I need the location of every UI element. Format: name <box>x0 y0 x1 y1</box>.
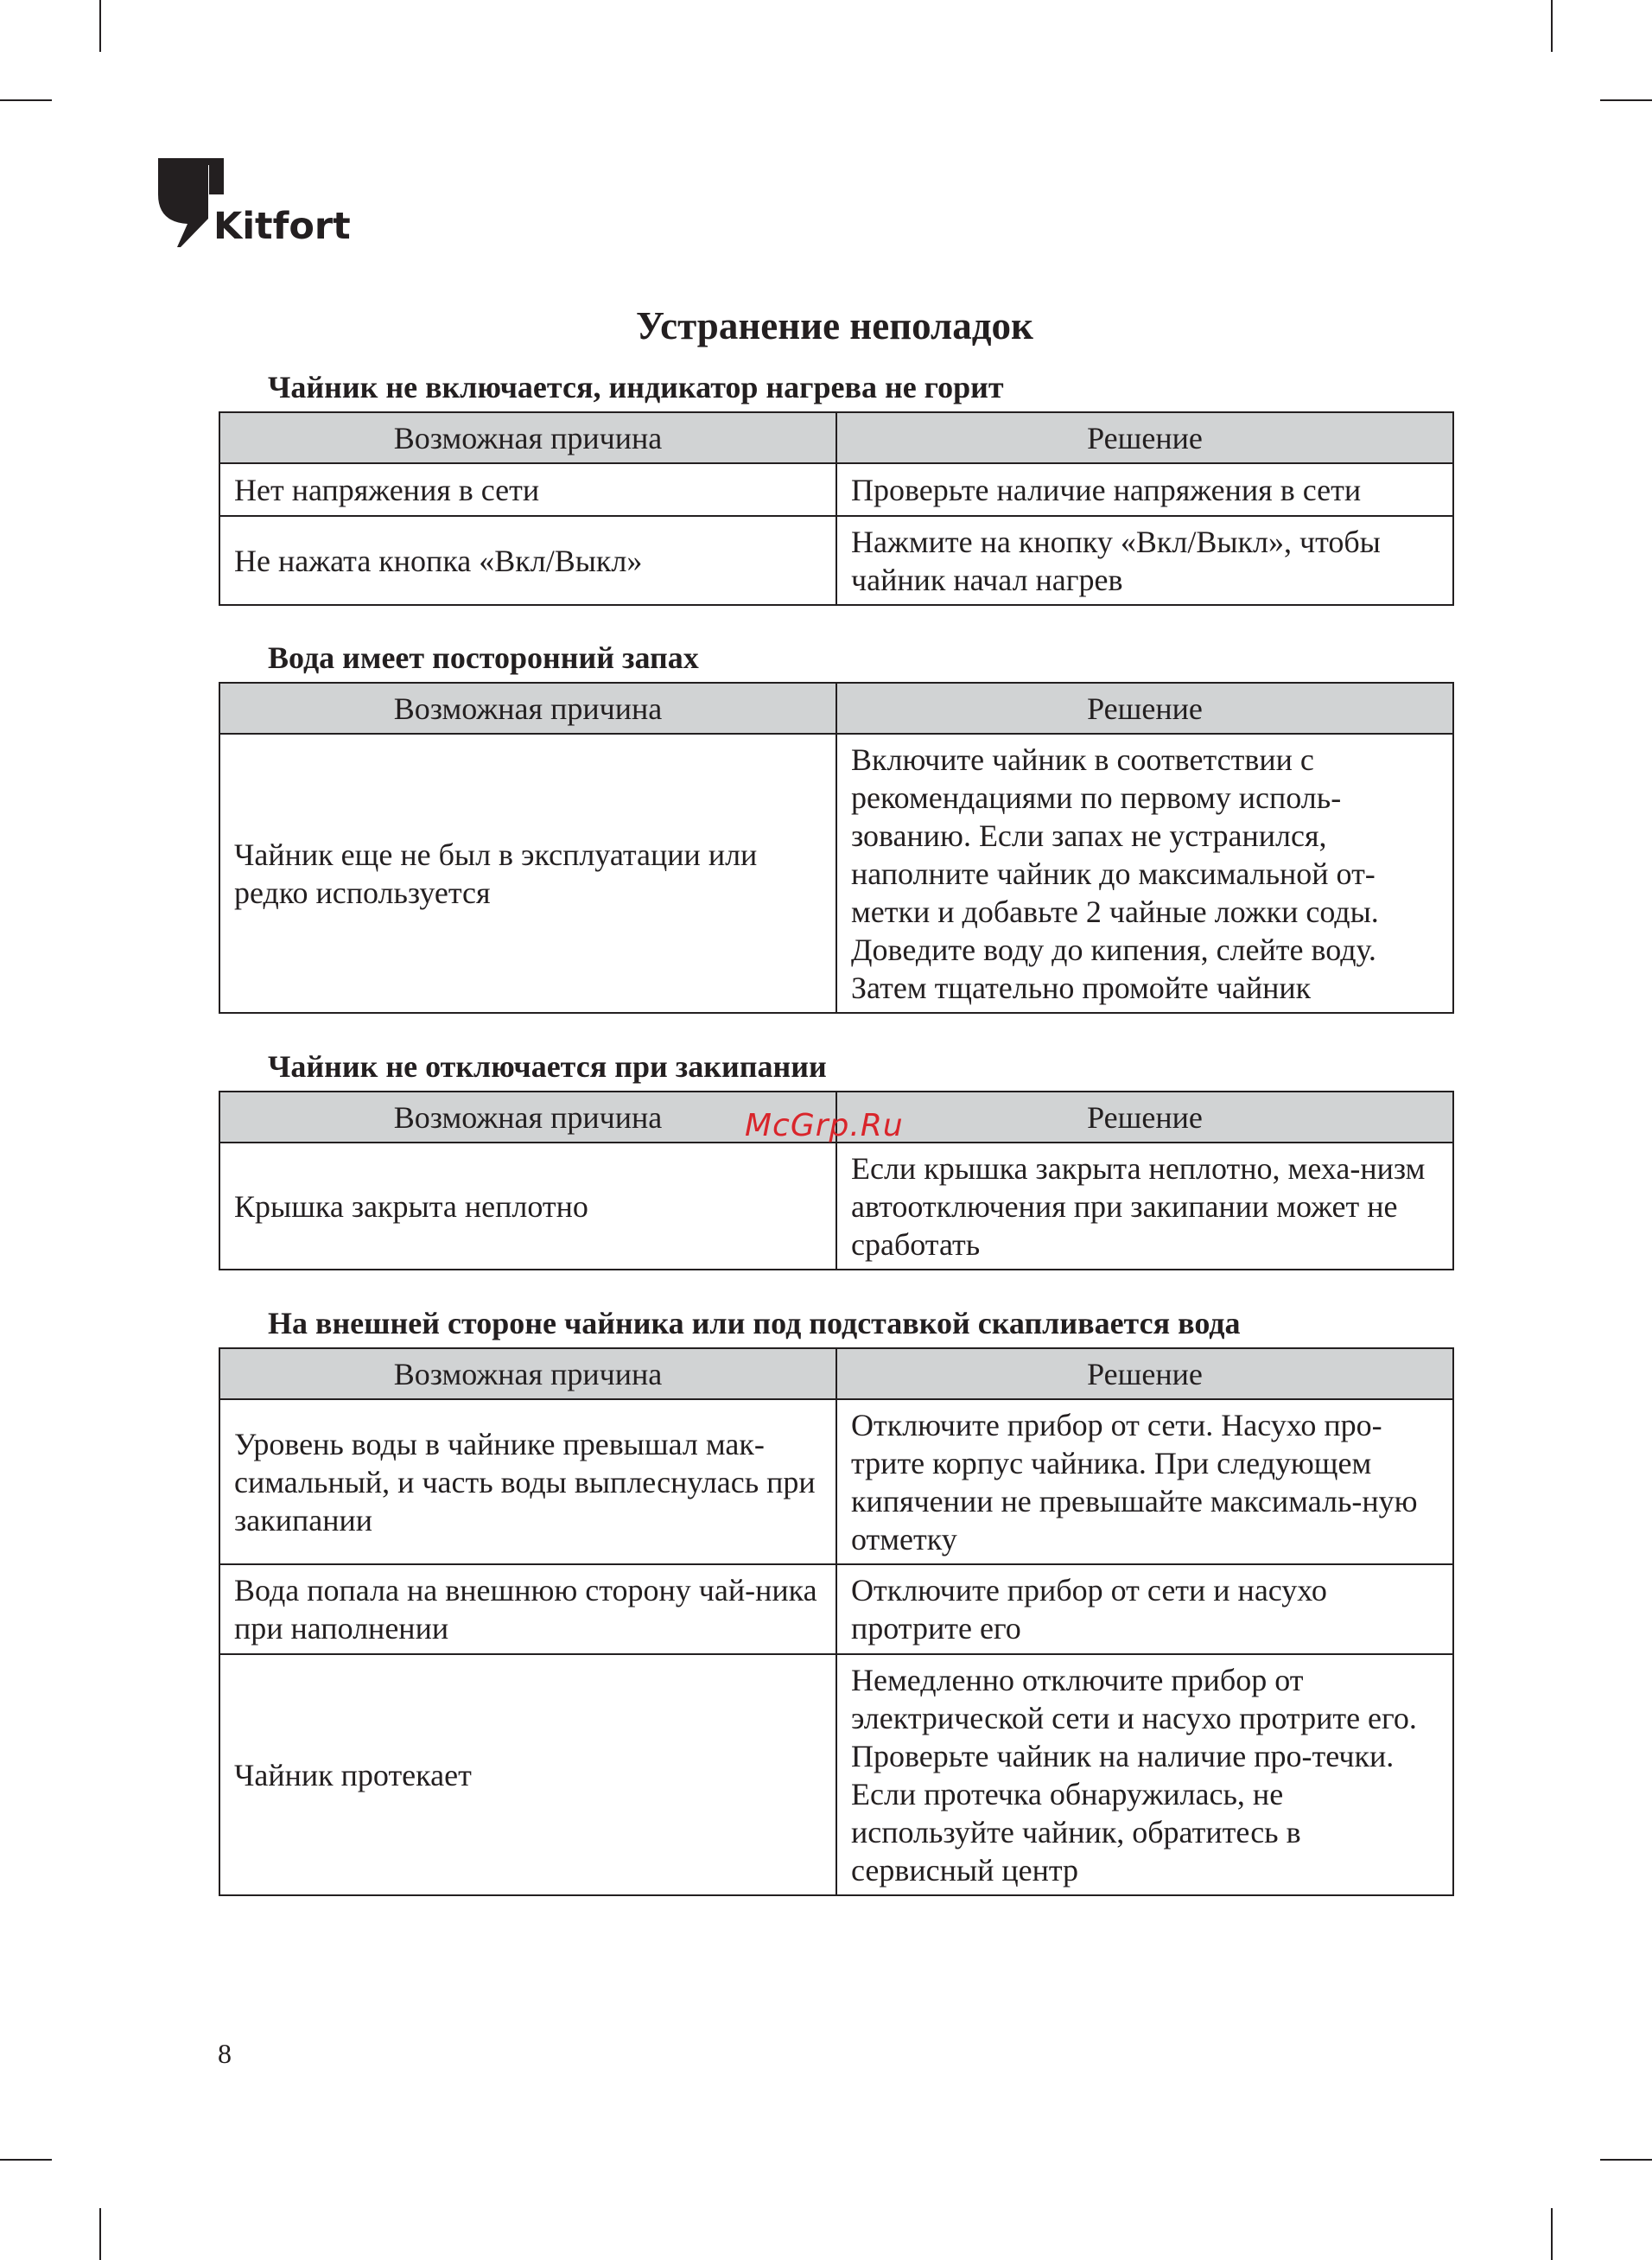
crop-mark <box>1600 2159 1652 2161</box>
solution-cell: Проверьте наличие напряжения в сети <box>836 463 1453 516</box>
crop-mark <box>0 2159 52 2161</box>
table-row <box>219 1654 1453 1895</box>
crop-mark <box>1551 0 1553 52</box>
table-row <box>219 1143 1453 1270</box>
section-no-power <box>219 369 1452 606</box>
cause-cell: Вода попала на внешнюю сторону чай-ника при наполнении <box>219 1564 836 1654</box>
column-header-solution: Решение <box>836 1092 1453 1143</box>
section-title: Вода имеет посторонний запах <box>268 640 699 675</box>
column-header-cause: Возможная причина <box>219 1348 836 1399</box>
solution-cell: Если крышка закрыта неплотно, меха-низм автоотключения при закипании может не сработать <box>836 1143 1453 1270</box>
troubleshooting-table <box>219 682 1454 1014</box>
solution-cell: Отключите прибор от сети и насухо протрите его <box>836 1564 1453 1654</box>
solution-cell: Отключите прибор от сети. Насухо про-трите корпус чайника. При следующем кипячении не превышайте максималь-ную отметку <box>836 1399 1453 1564</box>
column-header-solution: Решение <box>836 412 1453 463</box>
troubleshooting-table <box>219 1347 1454 1896</box>
cause-cell: Не нажата кнопка «Вкл/Выкл» <box>219 516 836 605</box>
solution-cell: Нажмите на кнопку «Вкл/Выкл», чтобы чайник начал нагрев <box>836 516 1453 605</box>
column-header-cause: Возможная причина <box>219 1092 836 1143</box>
column-header-cause: Возможная причина <box>219 412 836 463</box>
section-title: Чайник не отключается при закипании <box>268 1049 827 1084</box>
crop-mark <box>99 2208 101 2260</box>
cause-cell: Уровень воды в чайнике превышал мак-симальный, и часть воды выплеснулась при закипании <box>219 1399 836 1564</box>
watermark: McGrp.Ru <box>745 1108 904 1143</box>
column-header-solution: Решение <box>836 1348 1453 1399</box>
table-row <box>219 1399 1453 1564</box>
section-title: Чайник не включается, индикатор нагрева не горит <box>268 370 1004 404</box>
crop-mark <box>1551 2208 1553 2260</box>
table-row <box>219 734 1453 1013</box>
crop-mark <box>99 0 101 52</box>
page-title: Устранение неполадок <box>636 304 1033 347</box>
table-row <box>219 1564 1453 1654</box>
solution-cell: Включите чайник в соответствии с рекомендациями по первому исполь-зованию. Если запах не устранился, наполните чайник до максимальной от-метки и добавьте 2 чайные ложки соды. Доведите воду до кипения, слейте воду. Затем тщательно промойте чайник <box>836 734 1453 1013</box>
cause-cell: Нет напряжения в сети <box>219 463 836 516</box>
cause-cell: Чайник протекает <box>219 1654 836 1895</box>
section-no-auto-off <box>219 1048 1452 1270</box>
column-header-cause: Возможная причина <box>219 683 836 734</box>
page-number: 8 <box>218 2038 232 2069</box>
section-title: На внешней стороне чайника или под подставкой скапливается вода <box>268 1306 1241 1340</box>
table-row <box>219 463 1453 516</box>
troubleshooting-table <box>219 411 1454 606</box>
crop-mark <box>0 99 52 101</box>
cause-cell: Крышка закрыта неплотно <box>219 1143 836 1270</box>
cause-cell: Чайник еще не был в эксплуатации или редко используется <box>219 734 836 1013</box>
section-odor <box>219 640 1452 1014</box>
column-header-solution: Решение <box>836 683 1453 734</box>
solution-cell: Немедленно отключите прибор от электрической сети и насухо протрите его. Проверьте чайник на наличие про-течки. Если протечка обнаружилась, не используйте чайник, обратитесь в сервисный центр <box>836 1654 1453 1895</box>
table-row <box>219 516 1453 605</box>
section-water-outside <box>219 1305 1452 1896</box>
brand-name: Kitfort <box>213 205 351 248</box>
brand-logo <box>158 158 365 253</box>
crop-mark <box>1600 99 1652 101</box>
